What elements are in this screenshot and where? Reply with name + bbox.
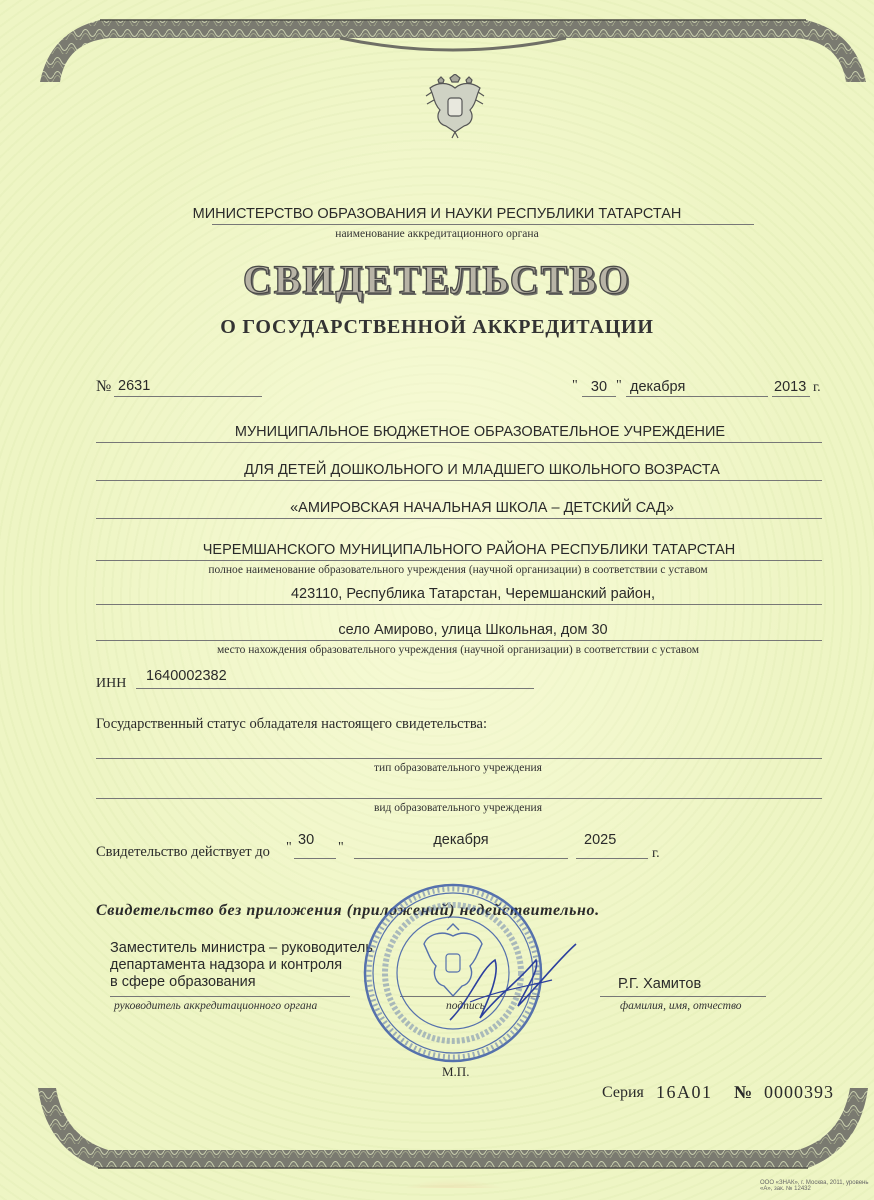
status-kind-line [96,798,822,799]
signatory-position [110,940,373,991]
valid-close-quote: " [338,840,344,855]
valid-year-underline [576,858,648,859]
authority-name: МИНИСТЕРСТВО ОБРАЗОВАНИЯ И НАУКИ РЕСПУБЛИКИ ТАТАРСТАН [192,206,682,222]
ornamental-top-border [40,12,866,82]
issue-month: декабря [630,379,686,395]
head-caption: руководитель аккредитационного органа [114,1000,318,1012]
valid-month-underline [354,858,568,859]
valid-day-underline [294,858,336,859]
signatory-position-line-3: в сфере образования [110,974,256,990]
issue-close-quote: " [616,378,622,393]
head-underline [110,996,350,997]
institution-line-4: ЧЕРЕМШАНСКОГО МУНИЦИПАЛЬНОГО РАЙОНА РЕСПУБЛИКИ ТАТАРСТАН [202,542,736,558]
signatory-name: Р.Г. Хамитов [618,976,702,992]
issue-month-underline [626,396,768,397]
issue-year: 2013 [774,379,807,395]
institution-line-2-underline [96,480,822,481]
address-line-1: 423110, Республика Татарстан, Черемшанский район, [290,586,656,602]
issue-open-quote: " [572,378,578,393]
ornamental-bottom-border [38,1088,868,1188]
status-label: Государственный статус обладателя настоящего свидетельства: [96,716,487,732]
name-underline [600,996,766,997]
name-caption: фамилия, имя, отчество [620,1000,742,1012]
inn-label: ИНН [96,676,127,691]
series-number-sign: № [734,1082,753,1102]
series-value: 16А01 [656,1082,713,1102]
status-type-line [96,758,822,759]
russian-coat-of-arms-icon [424,74,486,140]
valid-year: 2025 [584,832,617,848]
signature-caption: подпись [446,1000,486,1012]
authority-underline [212,224,754,225]
address-line-2: село Амирово, улица Школьная, дом 30 [338,622,608,638]
institution-line-3-underline [96,518,822,519]
certificate-subtitle: О ГОСУДАРСТВЕННОЙ АККРЕДИТАЦИИ [220,316,654,338]
status-kind-caption: вид образовательного учреждения [373,802,543,814]
stamp-place-label: М.П. [442,1064,470,1079]
address-line-1-underline [96,604,822,605]
inn-value: 1640002382 [146,668,227,684]
valid-until-label: Свидетельство действует до [96,844,270,860]
series-number: 0000393 [764,1082,834,1102]
series-label: Серия [602,1084,644,1101]
signatory-position-line-1: Заместитель министра – руководитель [110,940,373,956]
certificate-number: 2631 [118,378,151,394]
handwritten-signature [440,940,580,1030]
address-caption: место нахождения образовательного учреждения (научной организации) в соответствии с уставом [216,644,700,656]
institution-line-1-underline [96,442,822,443]
signatory-position-line-2: департамента надзора и контроля [110,957,343,973]
inn-underline [136,688,534,689]
certificate-title: СВИДЕТЕЛЬСТВО [242,257,632,302]
valid-day: 30 [298,832,315,848]
address-line-2-underline [96,640,822,641]
status-type-caption: тип образовательного учреждения [374,762,542,774]
valid-year-suffix: г. [652,846,660,861]
institution-caption: полное наименование образовательного учреждения (научной организации) в соответствии с уставом [208,564,708,576]
institution-line-3: «АМИРОВСКАЯ НАЧАЛЬНАЯ ШКОЛА – ДЕТСКИЙ САД» [290,500,674,516]
printer-note: ООО «ЗНАК», г. Москва, 2011, уровень «А», зак. № 12432 [760,1180,869,1192]
authority-caption: наименование аккредитационного органа [335,228,539,240]
validity-notice: Свидетельство без приложения (приложений) недействительно. [96,902,600,919]
issue-year-underline [772,396,810,397]
number-sign: № [96,378,112,395]
valid-open-quote: " [286,840,292,855]
institution-line-1: МУНИЦИПАЛЬНОЕ БЮДЖЕТНОЕ ОБРАЗОВАТЕЛЬНОЕ УЧРЕЖДЕНИЕ [234,424,726,440]
valid-month: декабря [433,832,489,848]
issue-day-underline [582,396,616,397]
institution-line-2: ДЛЯ ДЕТЕЙ ДОШКОЛЬНОГО И МЛАДШЕГО ШКОЛЬНОГО ВОЗРАСТА [244,462,720,478]
institution-line-4-underline [96,560,822,561]
issue-day: 30 [590,379,608,395]
issue-year-suffix: г. [813,380,821,395]
number-underline [114,396,262,397]
